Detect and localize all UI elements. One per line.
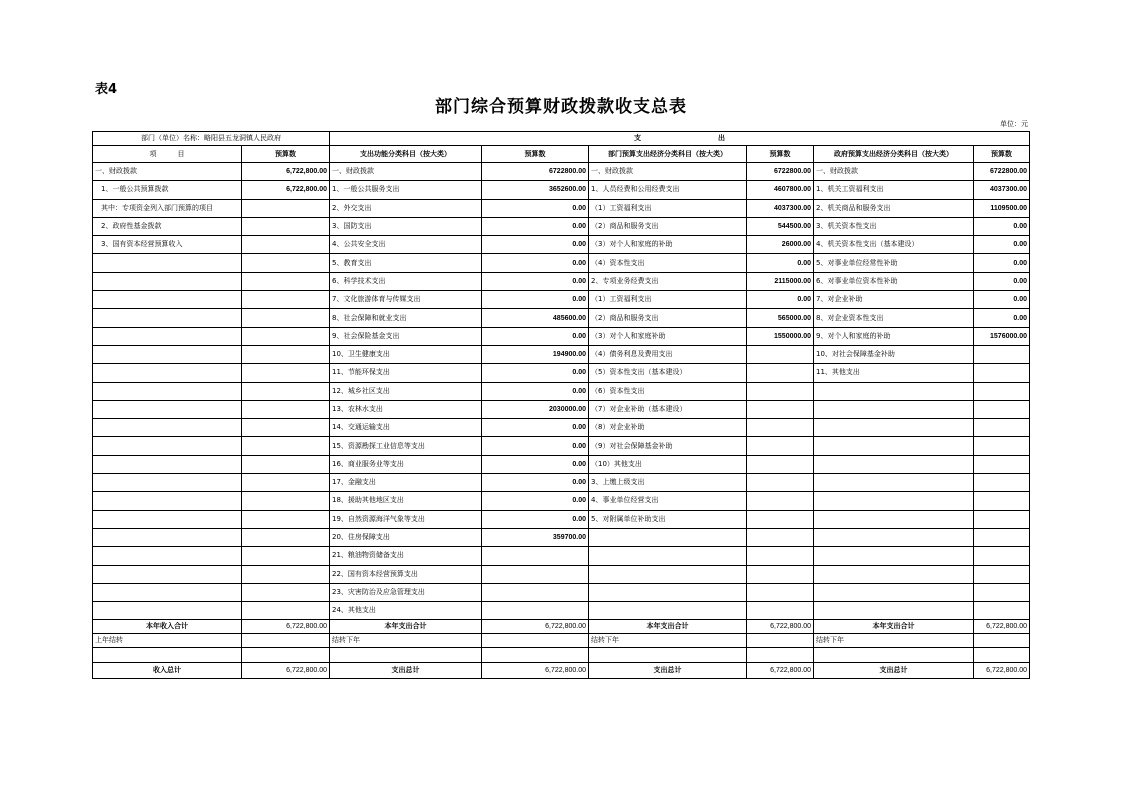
carry-over-row-cell: 结转下年 — [814, 634, 974, 648]
income-item-cell — [93, 345, 242, 363]
gov-econ-item-cell: 2、机关商品和服务支出 — [814, 199, 974, 217]
func-budget-cell: 0.00 — [482, 364, 589, 382]
func-budget-cell: 0.00 — [482, 419, 589, 437]
total-row-cell: 6,722,800.00 — [482, 620, 589, 634]
column-header-row — [93, 146, 1030, 163]
income-item-cell — [93, 419, 242, 437]
carry-over-row-cell — [974, 634, 1030, 648]
dept-econ-budget-cell — [747, 510, 814, 528]
gov-econ-item-cell: 5、对事业单位经常性补助 — [814, 254, 974, 272]
gov-econ-item-cell — [814, 510, 974, 528]
col-header-item: 项 目 — [93, 146, 242, 163]
carry-over-row-cell: 上年结转 — [93, 634, 242, 648]
blank-row-cell — [974, 648, 1030, 663]
total-row-cell: 本年收入合计 — [93, 620, 242, 634]
table-row — [93, 528, 1030, 546]
gov-econ-budget-cell — [974, 583, 1030, 601]
income-budget-cell — [242, 272, 330, 290]
gov-econ-budget-cell — [974, 345, 1030, 363]
func-budget-cell: 3652600.00 — [482, 181, 589, 199]
table-number-label: 表4 — [95, 82, 118, 97]
gov-econ-budget-cell: 6722800.00 — [974, 163, 1030, 181]
col-header-dept-econ: 部门预算支出经济分类科目（按大类） — [589, 146, 747, 163]
func-budget-cell — [482, 565, 589, 583]
carry-over-row — [93, 634, 1030, 648]
income-budget-cell — [242, 327, 330, 345]
income-budget-cell — [242, 364, 330, 382]
dept-econ-item-cell: （9）对社会保障基金补助 — [589, 437, 747, 455]
table-row — [93, 364, 1030, 382]
table-row — [93, 602, 1030, 620]
blank-row-cell — [242, 648, 330, 663]
func-item-cell: 3、国防支出 — [330, 217, 482, 235]
dept-econ-item-cell: （4）资本性支出 — [589, 254, 747, 272]
table-row — [93, 455, 1030, 473]
dept-econ-item-cell: （6）资本性支出 — [589, 382, 747, 400]
table-row — [93, 583, 1030, 601]
dept-econ-budget-cell: 0.00 — [747, 291, 814, 309]
blank-row-cell — [482, 648, 589, 663]
income-budget-cell — [242, 565, 330, 583]
dept-econ-item-cell: （10）其他支出 — [589, 455, 747, 473]
carry-over-row-cell — [482, 634, 589, 648]
func-budget-cell: 0.00 — [482, 382, 589, 400]
func-budget-cell: 194900.00 — [482, 345, 589, 363]
func-item-cell: 14、交通运输支出 — [330, 419, 482, 437]
gov-econ-item-cell: 10、对社会保障基金补助 — [814, 345, 974, 363]
dept-econ-budget-cell — [747, 565, 814, 583]
income-item-cell — [93, 437, 242, 455]
dept-econ-item-cell: 2、专项业务经费支出 — [589, 272, 747, 290]
gov-econ-budget-cell — [974, 400, 1030, 418]
income-budget-cell — [242, 602, 330, 620]
total-row-cell: 6,722,800.00 — [747, 620, 814, 634]
dept-econ-item-cell: 5、对附属单位补助支出 — [589, 510, 747, 528]
gov-econ-item-cell — [814, 455, 974, 473]
gov-econ-item-cell: 6、对事业单位资本性补助 — [814, 272, 974, 290]
gov-econ-budget-cell — [974, 419, 1030, 437]
dept-econ-budget-cell: 6722800.00 — [747, 163, 814, 181]
income-budget-cell — [242, 419, 330, 437]
gov-econ-budget-cell — [974, 474, 1030, 492]
func-item-cell: 21、粮油物资储备支出 — [330, 547, 482, 565]
dept-econ-budget-cell — [747, 382, 814, 400]
col-header-budget: 预算数 — [482, 146, 589, 163]
table-row — [93, 345, 1030, 363]
total-row — [93, 620, 1030, 634]
func-budget-cell: 0.00 — [482, 510, 589, 528]
grand-total-row-cell: 支出总计 — [814, 663, 974, 679]
func-item-cell: 23、灾害防治及应急管理支出 — [330, 583, 482, 601]
dept-econ-item-cell: （8）对企业补助 — [589, 419, 747, 437]
income-item-cell — [93, 474, 242, 492]
income-item-cell — [93, 455, 242, 473]
income-budget-cell — [242, 309, 330, 327]
col-header-budget: 预算数 — [242, 146, 330, 163]
income-item-cell: 3、国有资本经营预算收入 — [93, 236, 242, 254]
dept-econ-budget-cell — [747, 547, 814, 565]
income-budget-cell: 6,722,800.00 — [242, 181, 330, 199]
income-budget-cell — [242, 528, 330, 546]
blank-row-cell — [93, 648, 242, 663]
func-item-cell: 6、科学技术支出 — [330, 272, 482, 290]
func-budget-cell: 0.00 — [482, 474, 589, 492]
dept-econ-item-cell: （1）工资福利支出 — [589, 291, 747, 309]
income-item-cell — [93, 400, 242, 418]
income-budget-cell — [242, 492, 330, 510]
dept-econ-budget-cell — [747, 528, 814, 546]
gov-econ-item-cell — [814, 419, 974, 437]
gov-econ-item-cell: 一、财政拨款 — [814, 163, 974, 181]
func-budget-cell: 0.00 — [482, 272, 589, 290]
gov-econ-item-cell — [814, 492, 974, 510]
income-item-cell — [93, 254, 242, 272]
total-row-cell: 6,722,800.00 — [974, 620, 1030, 634]
func-item-cell: 17、金融支出 — [330, 474, 482, 492]
col-header-gov-econ: 政府预算支出经济分类科目（按大类） — [814, 146, 974, 163]
func-item-cell: 7、文化旅游体育与传媒支出 — [330, 291, 482, 309]
gov-econ-budget-cell — [974, 547, 1030, 565]
table-row — [93, 163, 1030, 181]
func-item-cell: 9、社会保险基金支出 — [330, 327, 482, 345]
gov-econ-budget-cell — [974, 364, 1030, 382]
gov-econ-item-cell — [814, 528, 974, 546]
income-budget-cell — [242, 217, 330, 235]
income-item-cell: 其中：专项资金列入部门预算的项目 — [93, 199, 242, 217]
grand-total-row — [93, 663, 1030, 679]
dept-econ-item-cell: 4、事业单位经营支出 — [589, 492, 747, 510]
dept-econ-item-cell — [589, 602, 747, 620]
col-header-budget: 预算数 — [747, 146, 814, 163]
func-item-cell: 22、国有资本经营预算支出 — [330, 565, 482, 583]
table-row — [93, 291, 1030, 309]
dept-econ-item-cell — [589, 583, 747, 601]
blank-row-cell — [330, 648, 482, 663]
gov-econ-item-cell: 8、对企业资本性支出 — [814, 309, 974, 327]
gov-econ-budget-cell — [974, 528, 1030, 546]
income-item-cell — [93, 528, 242, 546]
gov-econ-item-cell: 3、机关资本性支出 — [814, 217, 974, 235]
expense-header-cell: 支 出 — [330, 132, 1030, 146]
gov-econ-budget-cell: 0.00 — [974, 236, 1030, 254]
income-budget-cell — [242, 455, 330, 473]
income-item-cell — [93, 565, 242, 583]
func-item-cell: 24、其他支出 — [330, 602, 482, 620]
gov-econ-budget-cell: 1109500.00 — [974, 199, 1030, 217]
func-item-cell: 一、财政拨款 — [330, 163, 482, 181]
func-budget-cell: 0.00 — [482, 492, 589, 510]
blank-row-cell — [814, 648, 974, 663]
dept-econ-budget-cell: 4607800.00 — [747, 181, 814, 199]
carry-over-row-cell — [242, 634, 330, 648]
income-budget-cell — [242, 254, 330, 272]
income-item-cell — [93, 291, 242, 309]
func-budget-cell: 359700.00 — [482, 528, 589, 546]
carry-over-row-cell: 结转下年 — [330, 634, 482, 648]
dept-econ-item-cell: 1、人员经费和公用经费支出 — [589, 181, 747, 199]
func-item-cell: 5、教育支出 — [330, 254, 482, 272]
income-item-cell — [93, 364, 242, 382]
dept-econ-budget-cell — [747, 492, 814, 510]
func-budget-cell: 0.00 — [482, 254, 589, 272]
dept-econ-budget-cell: 2115000.00 — [747, 272, 814, 290]
carry-over-row-cell — [747, 634, 814, 648]
func-item-cell: 18、援助其他地区支出 — [330, 492, 482, 510]
income-budget-cell — [242, 236, 330, 254]
func-budget-cell: 0.00 — [482, 236, 589, 254]
gov-econ-item-cell: 4、机关资本性支出（基本建设） — [814, 236, 974, 254]
dept-econ-budget-cell: 565000.00 — [747, 309, 814, 327]
func-budget-cell: 2030000.00 — [482, 400, 589, 418]
grand-total-row-cell: 支出总计 — [589, 663, 747, 679]
income-item-cell: 2、政府性基金拨款 — [93, 217, 242, 235]
income-item-cell — [93, 583, 242, 601]
income-budget-cell — [242, 400, 330, 418]
gov-econ-item-cell: 1、机关工资福利支出 — [814, 181, 974, 199]
income-budget-cell — [242, 382, 330, 400]
func-budget-cell: 0.00 — [482, 291, 589, 309]
dept-econ-budget-cell — [747, 602, 814, 620]
gov-econ-item-cell — [814, 474, 974, 492]
table-row — [93, 181, 1030, 199]
table-row — [93, 236, 1030, 254]
total-row-cell: 本年支出合计 — [814, 620, 974, 634]
total-row-cell: 6,722,800.00 — [242, 620, 330, 634]
table-row — [93, 419, 1030, 437]
table-row — [93, 217, 1030, 235]
table-row — [93, 199, 1030, 217]
gov-econ-budget-cell: 0.00 — [974, 254, 1030, 272]
gov-econ-budget-cell — [974, 455, 1030, 473]
table-row — [93, 309, 1030, 327]
dept-econ-item-cell: （7）对企业补助（基本建设） — [589, 400, 747, 418]
func-item-cell: 19、自然资源海洋气象等支出 — [330, 510, 482, 528]
gov-econ-item-cell — [814, 382, 974, 400]
table-row — [93, 510, 1030, 528]
dept-econ-item-cell: （2）商品和服务支出 — [589, 217, 747, 235]
income-budget-cell — [242, 474, 330, 492]
dept-econ-budget-cell — [747, 400, 814, 418]
dept-econ-item-cell: （4）债务利息及费用支出 — [589, 345, 747, 363]
grand-total-row-cell: 支出总计 — [330, 663, 482, 679]
gov-econ-item-cell — [814, 602, 974, 620]
func-budget-cell: 0.00 — [482, 327, 589, 345]
gov-econ-budget-cell: 0.00 — [974, 217, 1030, 235]
func-item-cell: 20、住房保障支出 — [330, 528, 482, 546]
gov-econ-budget-cell: 0.00 — [974, 272, 1030, 290]
grand-total-row-cell: 6,722,800.00 — [747, 663, 814, 679]
func-item-cell: 16、商业服务业等支出 — [330, 455, 482, 473]
table-row — [93, 382, 1030, 400]
dept-econ-item-cell: 一、财政拨款 — [589, 163, 747, 181]
carry-over-row-cell: 结转下年 — [589, 634, 747, 648]
income-item-cell — [93, 382, 242, 400]
table-row — [93, 547, 1030, 565]
func-budget-cell: 0.00 — [482, 455, 589, 473]
gov-econ-budget-cell — [974, 565, 1030, 583]
income-item-cell — [93, 327, 242, 345]
grand-total-row-cell: 6,722,800.00 — [242, 663, 330, 679]
total-row-cell: 本年支出合计 — [330, 620, 482, 634]
blank-row-cell — [589, 648, 747, 663]
total-row-cell: 本年支出合计 — [589, 620, 747, 634]
dept-econ-budget-cell — [747, 583, 814, 601]
gov-econ-budget-cell: 0.00 — [974, 291, 1030, 309]
func-budget-cell — [482, 602, 589, 620]
income-budget-cell: 6,722,800.00 — [242, 163, 330, 181]
func-item-cell: 13、农林水支出 — [330, 400, 482, 418]
col-header-budget: 预算数 — [974, 146, 1030, 163]
income-budget-cell — [242, 437, 330, 455]
dept-econ-budget-cell — [747, 419, 814, 437]
func-budget-cell — [482, 547, 589, 565]
income-item-cell — [93, 272, 242, 290]
grand-total-row-cell: 6,722,800.00 — [974, 663, 1030, 679]
dept-econ-budget-cell — [747, 437, 814, 455]
func-item-cell: 10、卫生健康支出 — [330, 345, 482, 363]
gov-econ-item-cell — [814, 565, 974, 583]
gov-econ-budget-cell — [974, 492, 1030, 510]
income-item-cell: 1、一般公共预算拨款 — [93, 181, 242, 199]
dept-econ-budget-cell — [747, 364, 814, 382]
func-item-cell: 8、社会保障和就业支出 — [330, 309, 482, 327]
func-budget-cell: 6722800.00 — [482, 163, 589, 181]
table-row — [93, 474, 1030, 492]
func-item-cell: 2、外交支出 — [330, 199, 482, 217]
income-budget-cell — [242, 345, 330, 363]
gov-econ-budget-cell: 0.00 — [974, 309, 1030, 327]
blank-row — [93, 648, 1030, 663]
dept-econ-item-cell: （1）工资福利支出 — [589, 199, 747, 217]
gov-econ-item-cell: 9、对个人和家庭的补助 — [814, 327, 974, 345]
func-budget-cell: 0.00 — [482, 199, 589, 217]
income-budget-cell — [242, 583, 330, 601]
dept-econ-budget-cell: 26000.00 — [747, 236, 814, 254]
blank-row-cell — [747, 648, 814, 663]
dept-econ-item-cell: （5）资本性支出（基本建设） — [589, 364, 747, 382]
table-row — [93, 492, 1030, 510]
unit-label: 单位：元 — [1000, 120, 1028, 128]
table-row — [93, 327, 1030, 345]
dept-econ-item-cell: （3）对个人和家庭的补助 — [589, 236, 747, 254]
dept-econ-budget-cell: 544500.00 — [747, 217, 814, 235]
gov-econ-budget-cell — [974, 437, 1030, 455]
income-item-cell — [93, 309, 242, 327]
document-title: 部门综合预算财政拨款收支总表 — [435, 97, 687, 117]
func-budget-cell — [482, 583, 589, 601]
func-item-cell: 11、节能环保支出 — [330, 364, 482, 382]
income-budget-cell — [242, 199, 330, 217]
gov-econ-item-cell: 7、对企业补助 — [814, 291, 974, 309]
budget-table — [92, 131, 1030, 679]
dept-econ-budget-cell: 0.00 — [747, 254, 814, 272]
gov-econ-item-cell — [814, 437, 974, 455]
gov-econ-budget-cell — [974, 382, 1030, 400]
dept-econ-item-cell: （2）商品和服务支出 — [589, 309, 747, 327]
dept-econ-budget-cell — [747, 474, 814, 492]
income-budget-cell — [242, 291, 330, 309]
func-item-cell: 4、公共安全支出 — [330, 236, 482, 254]
dept-econ-budget-cell — [747, 345, 814, 363]
income-item-cell: 一、财政拨款 — [93, 163, 242, 181]
table-row — [93, 272, 1030, 290]
table-row — [93, 437, 1030, 455]
func-item-cell: 1、一般公共服务支出 — [330, 181, 482, 199]
grand-total-row-cell: 6,722,800.00 — [482, 663, 589, 679]
dept-econ-item-cell — [589, 565, 747, 583]
dept-econ-budget-cell — [747, 455, 814, 473]
income-item-cell — [93, 492, 242, 510]
dept-name-cell: 部门（单位）名称：略阳县五龙洞镇人民政府 — [93, 132, 330, 146]
gov-econ-budget-cell: 4037300.00 — [974, 181, 1030, 199]
col-header-func: 支出功能分类科目（按大类） — [330, 146, 482, 163]
func-budget-cell: 485600.00 — [482, 309, 589, 327]
table-row — [93, 254, 1030, 272]
func-budget-cell: 0.00 — [482, 437, 589, 455]
dept-econ-item-cell — [589, 528, 747, 546]
income-budget-cell — [242, 510, 330, 528]
gov-econ-item-cell — [814, 400, 974, 418]
gov-econ-budget-cell — [974, 510, 1030, 528]
dept-econ-budget-cell: 4037300.00 — [747, 199, 814, 217]
gov-econ-item-cell — [814, 583, 974, 601]
income-item-cell — [93, 510, 242, 528]
grand-total-row-cell: 收入总计 — [93, 663, 242, 679]
table-row — [93, 565, 1030, 583]
gov-econ-item-cell: 11、其他支出 — [814, 364, 974, 382]
dept-econ-budget-cell: 1550000.00 — [747, 327, 814, 345]
income-item-cell — [93, 547, 242, 565]
func-item-cell: 12、城乡社区支出 — [330, 382, 482, 400]
income-item-cell — [93, 602, 242, 620]
table-row — [93, 400, 1030, 418]
gov-econ-item-cell — [814, 547, 974, 565]
gov-econ-budget-cell — [974, 602, 1030, 620]
income-budget-cell — [242, 547, 330, 565]
func-budget-cell: 0.00 — [482, 217, 589, 235]
gov-econ-budget-cell: 1576000.00 — [974, 327, 1030, 345]
dept-econ-item-cell: 3、上缴上级支出 — [589, 474, 747, 492]
func-item-cell: 15、资源勘探工业信息等支出 — [330, 437, 482, 455]
header-row — [93, 132, 1030, 146]
dept-econ-item-cell — [589, 547, 747, 565]
dept-econ-item-cell: （3）对个人和家庭补助 — [589, 327, 747, 345]
